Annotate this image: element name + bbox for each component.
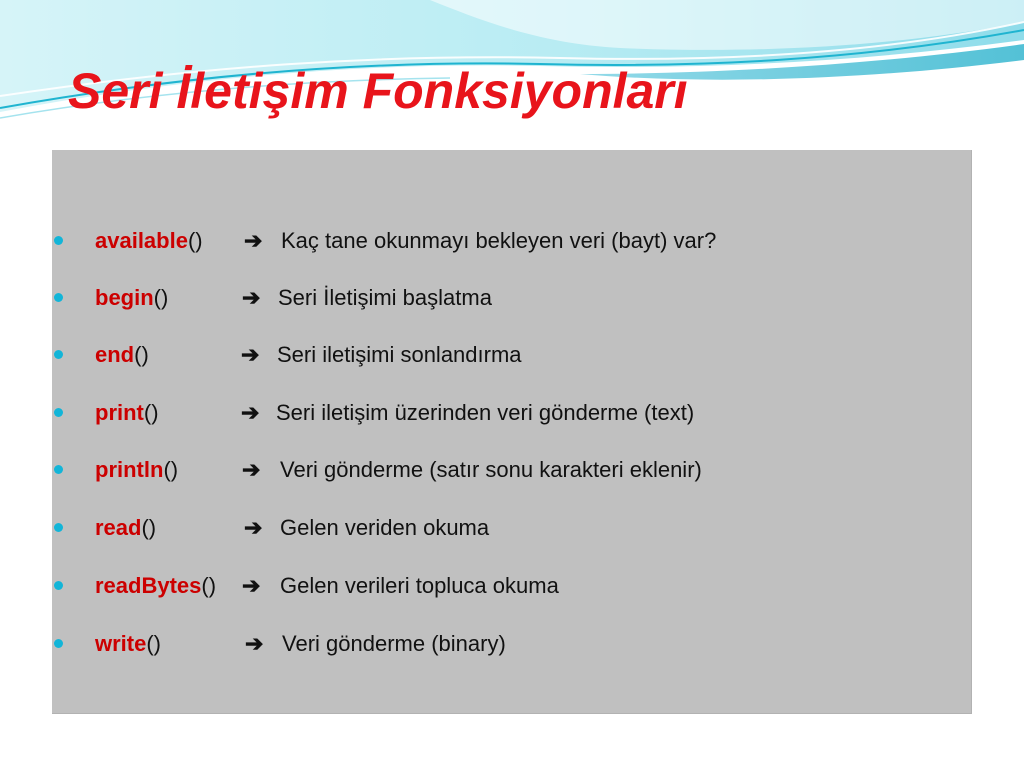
bullet-icon [54, 639, 63, 648]
list-item [52, 283, 952, 313]
list-item [52, 340, 952, 370]
bullet-icon [54, 465, 63, 474]
function-parens: () [153, 285, 169, 310]
function-name: end [95, 342, 135, 367]
list-item [52, 398, 952, 428]
function-name: write [95, 631, 147, 656]
arrow-right-icon: ➔ [241, 400, 260, 425]
arrow-right-icon: ➔ [242, 573, 261, 598]
function-parens: () [146, 631, 162, 656]
function-description: Gelen veriden okuma [280, 515, 490, 540]
function-name: available [95, 228, 188, 253]
list-item [52, 226, 952, 256]
list-item [52, 513, 952, 543]
bullet-icon [54, 236, 63, 245]
function-description: Seri iletişim üzerinden veri gönderme (text) [276, 400, 695, 425]
list-item [52, 629, 952, 659]
function-signature [95, 629, 161, 659]
function-name: print [95, 400, 144, 425]
function-signature [95, 513, 156, 543]
arrow-right-icon: ➔ [244, 515, 263, 540]
arrow-right-icon: ➔ [241, 342, 260, 367]
arrow-right-icon: ➔ [245, 631, 264, 656]
function-description: Veri gönderme (binary) [282, 631, 506, 656]
function-description: Seri İletişimi başlatma [278, 285, 492, 310]
function-parens: () [163, 457, 179, 482]
arrow-right-icon: ➔ [244, 228, 263, 253]
function-signature [95, 340, 149, 370]
content-box [52, 150, 972, 714]
function-signature [95, 455, 178, 485]
function-description: Veri gönderme (satır sonu karakteri eklenir) [280, 457, 702, 482]
bullet-icon [54, 293, 63, 302]
list-item [52, 455, 952, 485]
page-title: Seri İletişim Fonksiyonları [68, 63, 688, 119]
function-parens: () [143, 400, 159, 425]
bullet-icon [54, 523, 63, 532]
bullet-icon [54, 408, 63, 417]
function-description: Gelen verileri topluca okuma [280, 573, 559, 598]
bullet-icon [54, 581, 63, 590]
list-item [52, 571, 952, 601]
function-signature [95, 571, 216, 601]
function-parens: () [141, 515, 157, 540]
arrow-right-icon: ➔ [242, 457, 261, 482]
function-signature [95, 283, 168, 313]
function-name: read [95, 515, 142, 540]
function-name: println [95, 457, 164, 482]
function-name: readBytes [95, 573, 202, 598]
function-description: Seri iletişimi sonlandırma [277, 342, 522, 367]
function-parens: () [187, 228, 203, 253]
function-signature [95, 398, 159, 428]
function-signature [95, 226, 203, 256]
arrow-right-icon: ➔ [242, 285, 261, 310]
function-parens: () [201, 573, 217, 598]
function-name: begin [95, 285, 154, 310]
function-description: Kaç tane okunmayı bekleyen veri (bayt) var? [281, 228, 717, 253]
bullet-icon [54, 350, 63, 359]
function-parens: () [134, 342, 149, 367]
